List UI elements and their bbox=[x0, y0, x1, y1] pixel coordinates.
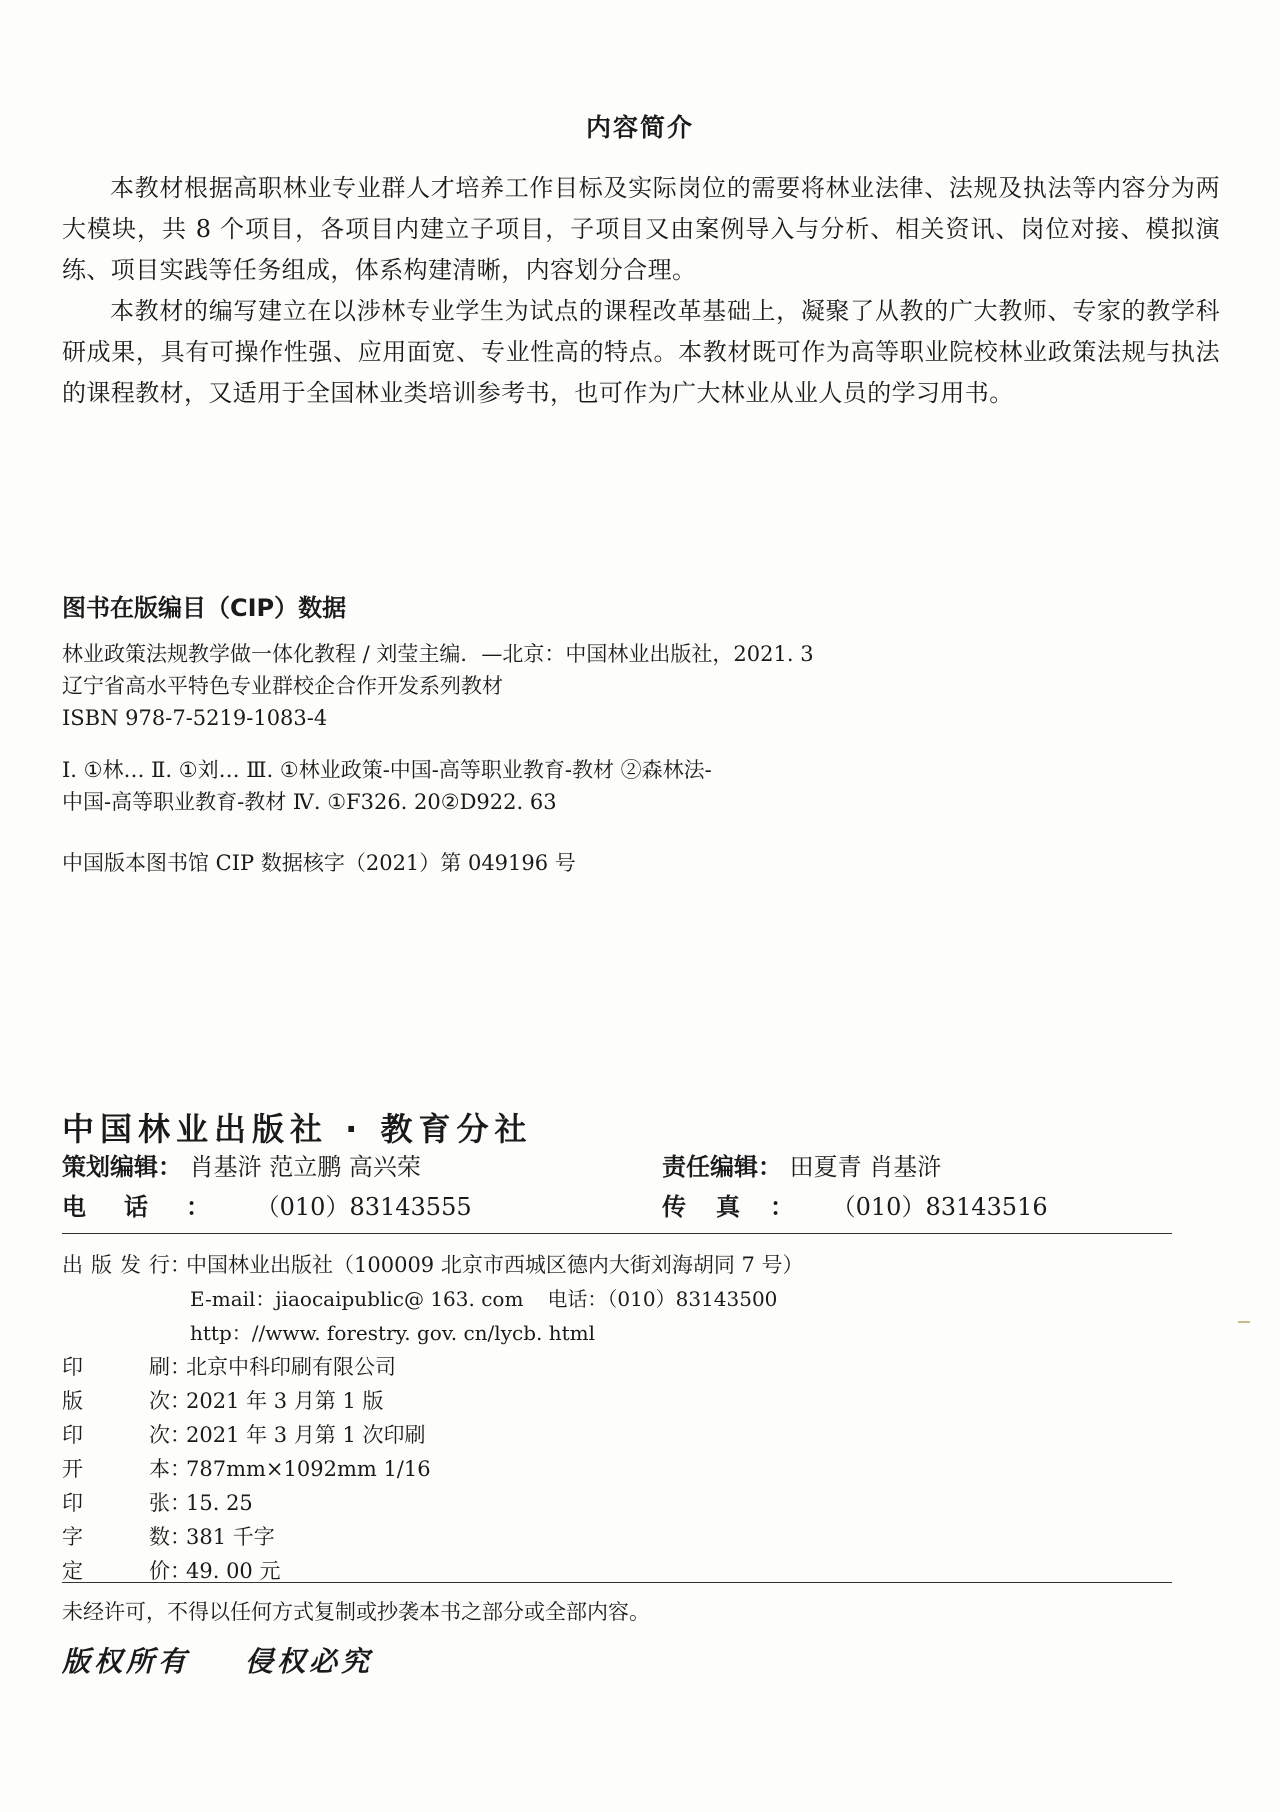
imprint-row-printer: 印 刷 ： 北京中科印刷有限公司 bbox=[62, 1350, 1172, 1384]
imprint-label: 印 张 bbox=[62, 1491, 170, 1515]
imprint-tel: 电话：（010）83143500 bbox=[547, 1287, 778, 1311]
divider bbox=[62, 1582, 1172, 1583]
imprint-value: 15. 25 bbox=[186, 1491, 253, 1515]
imprint-row-words: 字 数 ： 381 千字 bbox=[62, 1520, 1172, 1554]
imprint-block bbox=[62, 1248, 1172, 1588]
rights-reserved: 版权所有 侵权必究 bbox=[62, 1645, 373, 1678]
imprint-row-edition: 版 次 ： 2021 年 3 月第 1 版 bbox=[62, 1384, 1172, 1418]
imprint-label: 开 本 bbox=[62, 1457, 170, 1481]
imprint-row-price: 定 价 ： 49. 00 元 bbox=[62, 1554, 1172, 1588]
cip-line-series: 辽宁省高水平特色专业群校企合作开发系列教材 bbox=[62, 674, 503, 698]
divider bbox=[62, 1233, 1172, 1234]
imprint-label: 出 版 发 行 bbox=[62, 1253, 170, 1277]
responsible-editors-label: 责任编辑： bbox=[662, 1153, 782, 1181]
cip-line-title: 林业政策法规教学做一体化教程 / 刘莹主编．—北京：中国林业出版社，2021. 3 bbox=[62, 642, 814, 666]
intro-title: 内容简介 bbox=[585, 113, 694, 142]
planning-editors-label: 策划编辑： bbox=[62, 1153, 182, 1181]
imprint-label: 印 次 bbox=[62, 1423, 170, 1447]
imprint-row-format: 开 本 ： 787mm×1092mm 1/16 bbox=[62, 1452, 1172, 1486]
imprint-email: E-mail：jiaocaipublic@ 163. com bbox=[190, 1287, 524, 1311]
imprint-value: 北京中科印刷有限公司 bbox=[186, 1355, 396, 1379]
phone-number: （010）83143555 bbox=[255, 1193, 472, 1221]
imprint-contact bbox=[62, 1282, 1172, 1316]
cip-heading: 图书在版编目（CIP）数据 bbox=[62, 594, 347, 622]
copy-notice: 未经许可，不得以任何方式复制或抄袭本书之部分或全部内容。 bbox=[62, 1600, 650, 1624]
cip-line-isbn: ISBN 978-7-5219-1083-4 bbox=[62, 706, 328, 730]
cip-verification-line: 中国版本图书馆 CIP 数据核字（2021）第 049196 号 bbox=[62, 851, 576, 875]
imprint-value: 49. 00 元 bbox=[186, 1559, 281, 1583]
imprint-url-text: http：//www. forestry. gov. cn/lycb. html bbox=[190, 1321, 595, 1345]
cip-classification-line: Ⅰ. ①林… Ⅱ. ①刘… Ⅲ. ①林业政策-中国-高等职业教育-教材 ②森林法- bbox=[62, 758, 712, 782]
cip-classification-line: 中国-高等职业教育-教材 Ⅳ. ①F326. 20②D922. 63 bbox=[62, 790, 557, 814]
fax-label: 传真： bbox=[662, 1193, 824, 1221]
imprint-value: 381 千字 bbox=[186, 1525, 275, 1549]
imprint-label: 定 价 bbox=[62, 1559, 170, 1583]
imprint-value: 787mm×1092mm 1/16 bbox=[186, 1457, 431, 1481]
cip-record bbox=[62, 638, 1222, 734]
phone-label: 电话： bbox=[62, 1193, 248, 1221]
imprint-label: 版 次 bbox=[62, 1389, 170, 1413]
imprint-row-distribution: 出 版 发 行 ： 中国林业出版社（100009 北京市西城区德内大街刘海胡同 7 号） bbox=[62, 1248, 1172, 1282]
intro-body bbox=[62, 168, 1220, 414]
publisher-name: 中国林业出版社 · 教育分社 bbox=[62, 1110, 533, 1148]
imprint-label: 字 数 bbox=[62, 1525, 170, 1549]
imprint-value: 中国林业出版社（100009 北京市西城区德内大街刘海胡同 7 号） bbox=[186, 1253, 804, 1277]
fax-number: （010）83143516 bbox=[831, 1193, 1048, 1221]
cip-classification bbox=[62, 754, 1222, 818]
scan-mark bbox=[1238, 1321, 1250, 1323]
cip-verification bbox=[62, 847, 1222, 879]
intro-paragraph: 本教材的编写建立在以涉林专业学生为试点的课程改革基础上，凝聚了从教的广大教师、专家的教学科研成果，具有可操作性强、应用面宽、专业性高的特点。本教材既可作为高等职业院校林业政策法规与执法的课程教材，又适用于全国林业类培训参考书，也可作为广大林业从业人员的学习用书。 bbox=[62, 297, 1220, 407]
intro-paragraph: 本教材根据高职林业专业群人才培养工作目标及实际岗位的需要将林业法律、法规及执法等内容分为两大模块，共 8 个项目，各项目内建立子项目，子项目又由案例导入与分析、相关资讯、岗位对接、模拟演练、项目实践等任务组成，体系构建清晰，内容划分合理。 bbox=[62, 174, 1220, 284]
responsible-editors: 田夏青 肖基浒 bbox=[789, 1153, 942, 1181]
imprint-url bbox=[62, 1316, 1172, 1350]
imprint-label: 印 刷 bbox=[62, 1355, 170, 1379]
imprint-row-printing: 印 次 ： 2021 年 3 月第 1 次印刷 bbox=[62, 1418, 1172, 1452]
imprint-row-sheets: 印 张 ： 15. 25 bbox=[62, 1486, 1172, 1520]
planning-editors: 肖基浒 范立鹏 高兴荣 bbox=[189, 1153, 421, 1181]
imprint-value: 2021 年 3 月第 1 版 bbox=[186, 1389, 384, 1413]
imprint-value: 2021 年 3 月第 1 次印刷 bbox=[186, 1423, 426, 1447]
